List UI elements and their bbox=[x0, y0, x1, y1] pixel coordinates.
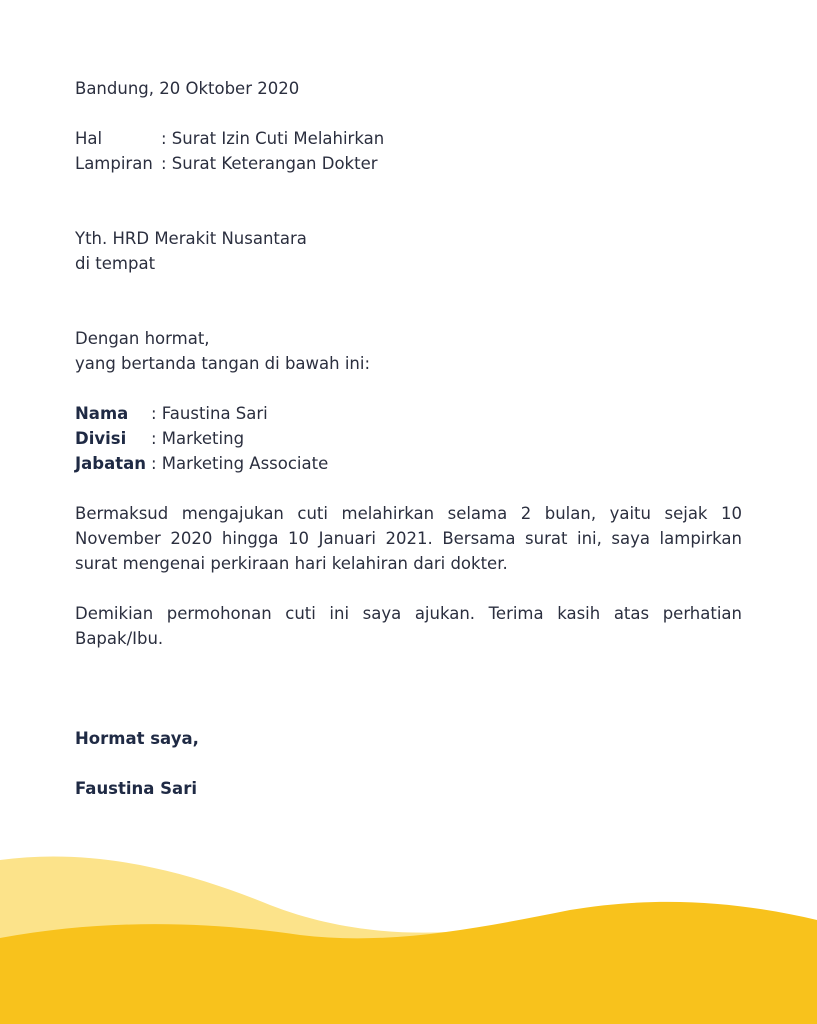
attachment-row bbox=[75, 151, 742, 176]
sign-off: Hormat saya, bbox=[75, 729, 199, 748]
signature-name: Faustina Sari bbox=[75, 779, 197, 798]
closing-paragraph: Demikian permohonan cuti ini saya ajukan. Terima kasih atas perhatian Bapak/Ibu. bbox=[75, 604, 742, 648]
subject-label: Hal bbox=[75, 129, 103, 148]
field-row-division bbox=[75, 426, 742, 451]
letter-body bbox=[75, 76, 742, 801]
field-row-position bbox=[75, 451, 742, 476]
intro: yang bertanda tangan di bawah ini: bbox=[75, 354, 371, 373]
field-label-name: Nama bbox=[75, 404, 129, 423]
body-paragraph: Bermaksud mengajukan cuti melahirkan selama 2 bulan, yaitu sejak 10 November 2020 hingga 10 Januari 2021. Bersama surat ini, saya lampirkan surat mengenai perkiraan hari kelahiran dari dokter. bbox=[75, 504, 742, 573]
field-label-division: Divisi bbox=[75, 429, 127, 448]
field-value-division: : Marketing bbox=[151, 429, 245, 448]
field-row-name bbox=[75, 401, 742, 426]
attachment-label: Lampiran bbox=[75, 154, 153, 173]
decorative-wave bbox=[0, 850, 817, 1024]
field-value-name: : Faustina Sari bbox=[151, 404, 268, 423]
subject-value: : Surat Izin Cuti Melahirkan bbox=[161, 129, 385, 148]
greeting: Dengan hormat, bbox=[75, 329, 210, 348]
recipient-line-2: di tempat bbox=[75, 254, 156, 273]
field-label-position: Jabatan bbox=[75, 454, 146, 473]
place-date: Bandung, 20 Oktober 2020 bbox=[75, 79, 300, 98]
recipient-line-1: Yth. HRD Merakit Nusantara bbox=[75, 229, 307, 248]
subject-row bbox=[75, 126, 742, 151]
field-value-position: : Marketing Associate bbox=[151, 454, 329, 473]
attachment-value: : Surat Keterangan Dokter bbox=[161, 154, 378, 173]
